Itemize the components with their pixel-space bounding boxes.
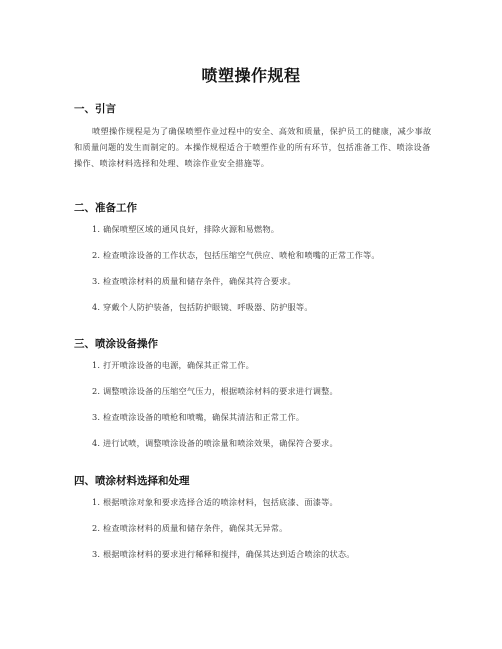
section-heading-equipment-operation: 三、喷涂设备操作 (74, 338, 158, 350)
section-heading-materials: 四、喷涂材料选择和处理 (74, 475, 190, 487)
introduction-paragraph: 喷塑操作规程是为了确保喷塑作业过程中的安全、高效和质量，保护员工的健康，减少事故和质量问题的发生而制定的。本操作规程适合于喷塑作业的所有环节，包括准备工作、喷涂设备操作、喷涂材料选择和处理、喷涂作业安全措施等。 (74, 126, 432, 168)
list-item: 4. 进行试喷，调整喷涂设备的喷涂量和喷涂效果，确保符合要求。 (92, 438, 338, 448)
list-item: 2. 检查喷涂材料的质量和储存条件，确保其无异常。 (92, 523, 288, 533)
list-item: 3. 检查喷涂设备的喷枪和喷嘴，确保其清洁和正常工作。 (92, 412, 305, 422)
list-item: 2. 调整喷涂设备的压缩空气压力，根据喷涂材料的要求进行调整。 (92, 386, 338, 396)
list-item: 2. 检查喷涂设备的工作状态，包括压缩空气供应、喷枪和喷嘴的正常工作等。 (92, 250, 380, 260)
section-heading-introduction: 一、引言 (74, 103, 116, 115)
list-item: 3. 根据喷涂材料的要求进行稀释和搅拌，确保其达到适合喷涂的状态。 (92, 549, 355, 559)
list-item: 1. 打开喷涂设备的电源，确保其正常工作。 (92, 360, 254, 370)
list-item: 3. 检查喷涂材料的质量和储存条件，确保其符合要求。 (92, 276, 296, 286)
page-title: 喷塑操作规程 (201, 66, 301, 85)
list-item: 1. 确保喷塑区域的通风良好，排除火源和易燃物。 (92, 224, 280, 234)
section-heading-preparation: 二、准备工作 (74, 202, 137, 214)
list-item: 4. 穿戴个人防护装备，包括防护眼镜、呼吸器、防护服等。 (92, 302, 313, 312)
list-item: 1. 根据喷涂对象和要求选择合适的喷涂材料，包括底漆、面漆等。 (92, 497, 338, 507)
